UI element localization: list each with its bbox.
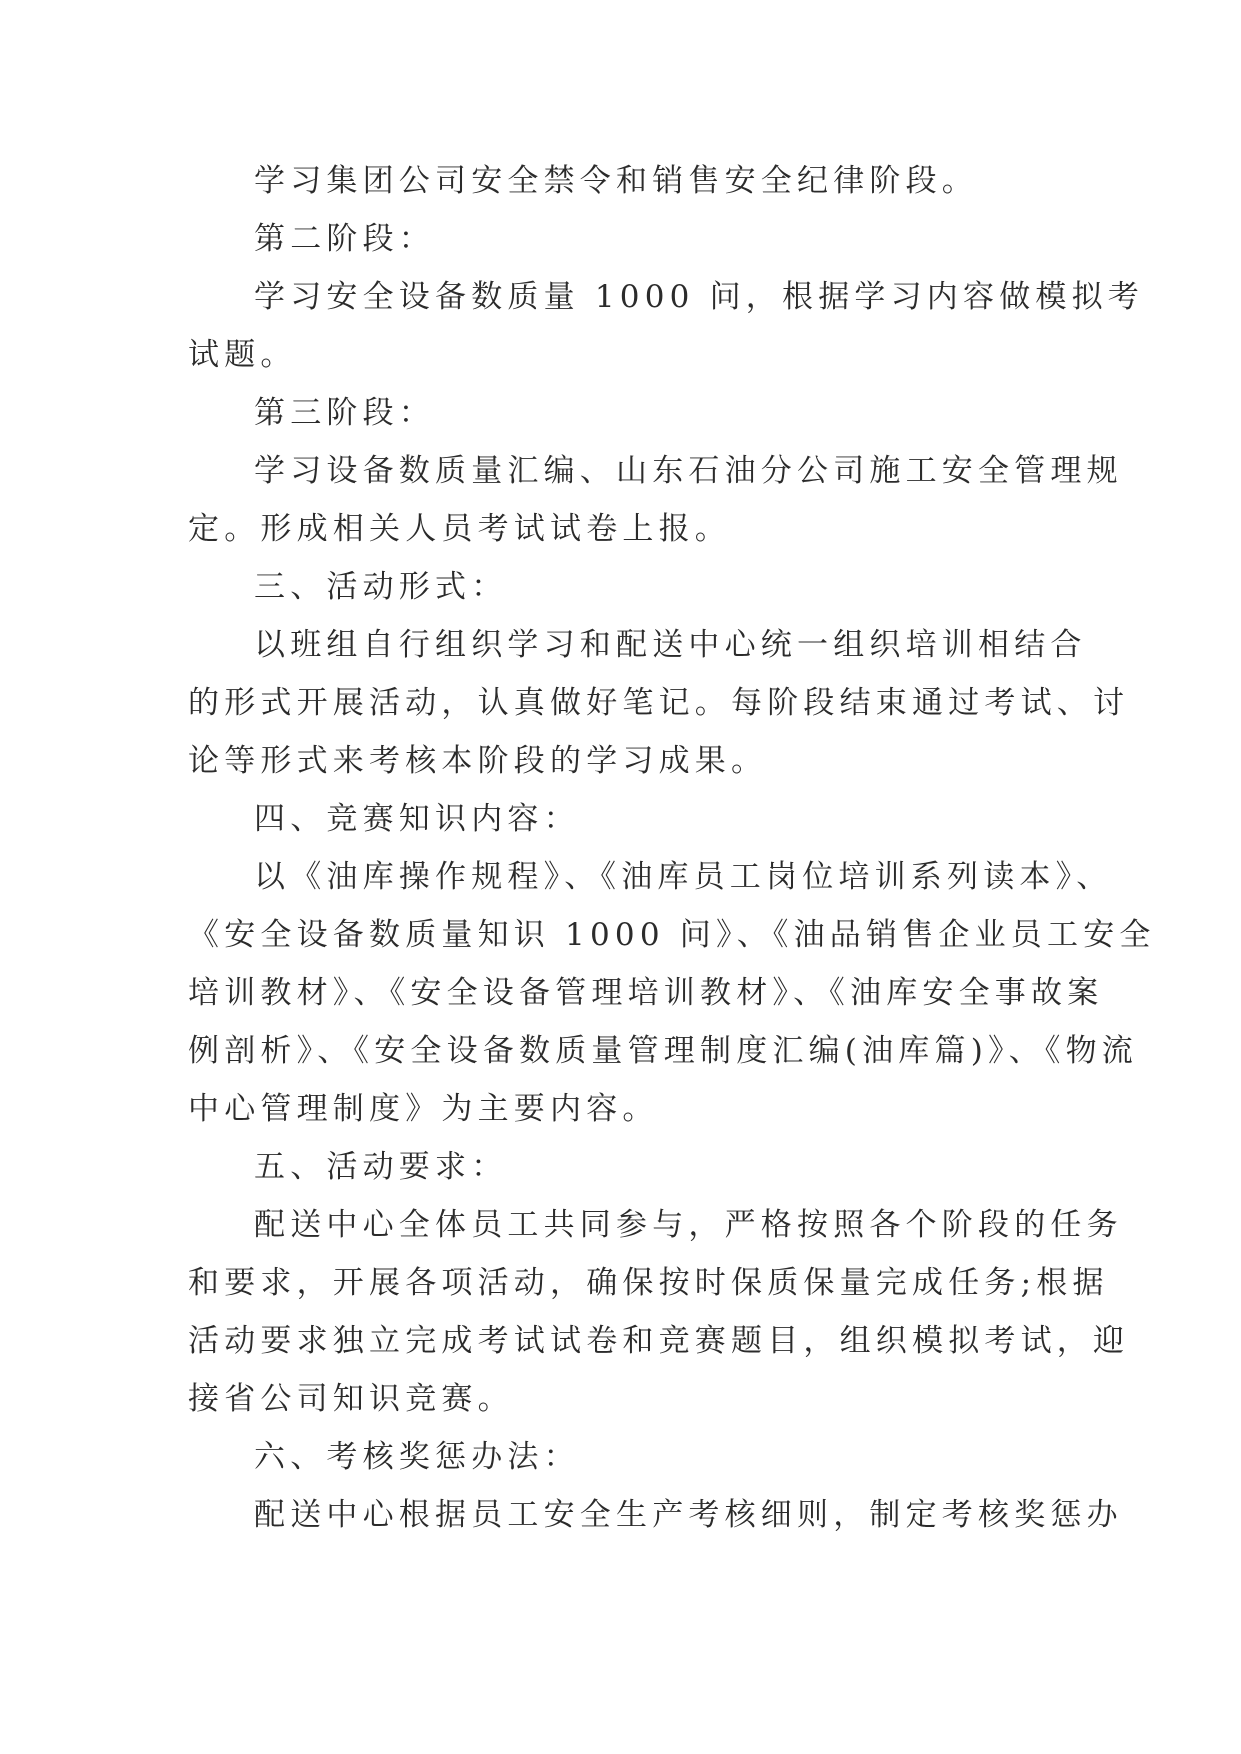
paragraph-line: 以班组自行组织学习和配送中心统一组织培训相结合 bbox=[254, 627, 1087, 663]
paragraph-line: 接省公司知识竞赛。 bbox=[188, 1381, 514, 1417]
paragraph-line: 配送中心根据员工安全生产考核细则，制定考核奖惩办 bbox=[254, 1497, 1123, 1533]
paragraph-line: 中心管理制度》为主要内容。 bbox=[188, 1091, 659, 1127]
paragraph-line: 的形式开展活动，认真做好笔记。每阶段结束通过考试、讨 bbox=[188, 685, 1130, 721]
paragraph-line: 以《油库操作规程》、《油库员工岗位培训系列读本》、 bbox=[254, 859, 1113, 895]
paragraph-line: 培训教材》、《安全设备管理培训教材》、《油库安全事故案 bbox=[188, 975, 1104, 1011]
paragraph-line: 活动要求独立完成考试试卷和竞赛题目，组织模拟考试，迎 bbox=[188, 1323, 1130, 1359]
paragraph-line: 例剖析》、《安全设备数质量管理制度汇编(油库篇)》、《物流 bbox=[188, 1033, 1138, 1069]
section-subheading: 第三阶段： bbox=[254, 395, 435, 431]
paragraph-line: 学习集团公司安全禁令和销售安全纪律阶段。 bbox=[254, 163, 978, 199]
document-body bbox=[188, 152, 1156, 1544]
section-heading: 四、竞赛知识内容： bbox=[254, 801, 580, 837]
paragraph-line: 试题。 bbox=[188, 337, 297, 373]
paragraph-line: 配送中心全体员工共同参与，严格按照各个阶段的任务 bbox=[254, 1207, 1123, 1243]
section-heading: 六、考核奖惩办法： bbox=[254, 1439, 580, 1475]
paragraph-line: 学习设备数质量汇编、山东石油分公司施工安全管理规 bbox=[254, 453, 1123, 489]
paragraph-line: 学习安全设备数质量 1000 问，根据学习内容做模拟考 bbox=[254, 279, 1144, 315]
section-subheading: 第二阶段： bbox=[254, 221, 435, 257]
paragraph-line: 定。形成相关人员考试试卷上报。 bbox=[188, 511, 731, 547]
paragraph-line: 《安全设备数质量知识 1000 问》、《油品销售企业员工安全 bbox=[188, 917, 1156, 953]
section-heading: 五、活动要求： bbox=[254, 1149, 508, 1185]
section-heading: 三、活动形式： bbox=[254, 569, 508, 605]
paragraph-line: 论等形式来考核本阶段的学习成果。 bbox=[188, 743, 768, 779]
paragraph-line: 和要求，开展各项活动，确保按时保质保量完成任务;根据 bbox=[188, 1265, 1109, 1301]
